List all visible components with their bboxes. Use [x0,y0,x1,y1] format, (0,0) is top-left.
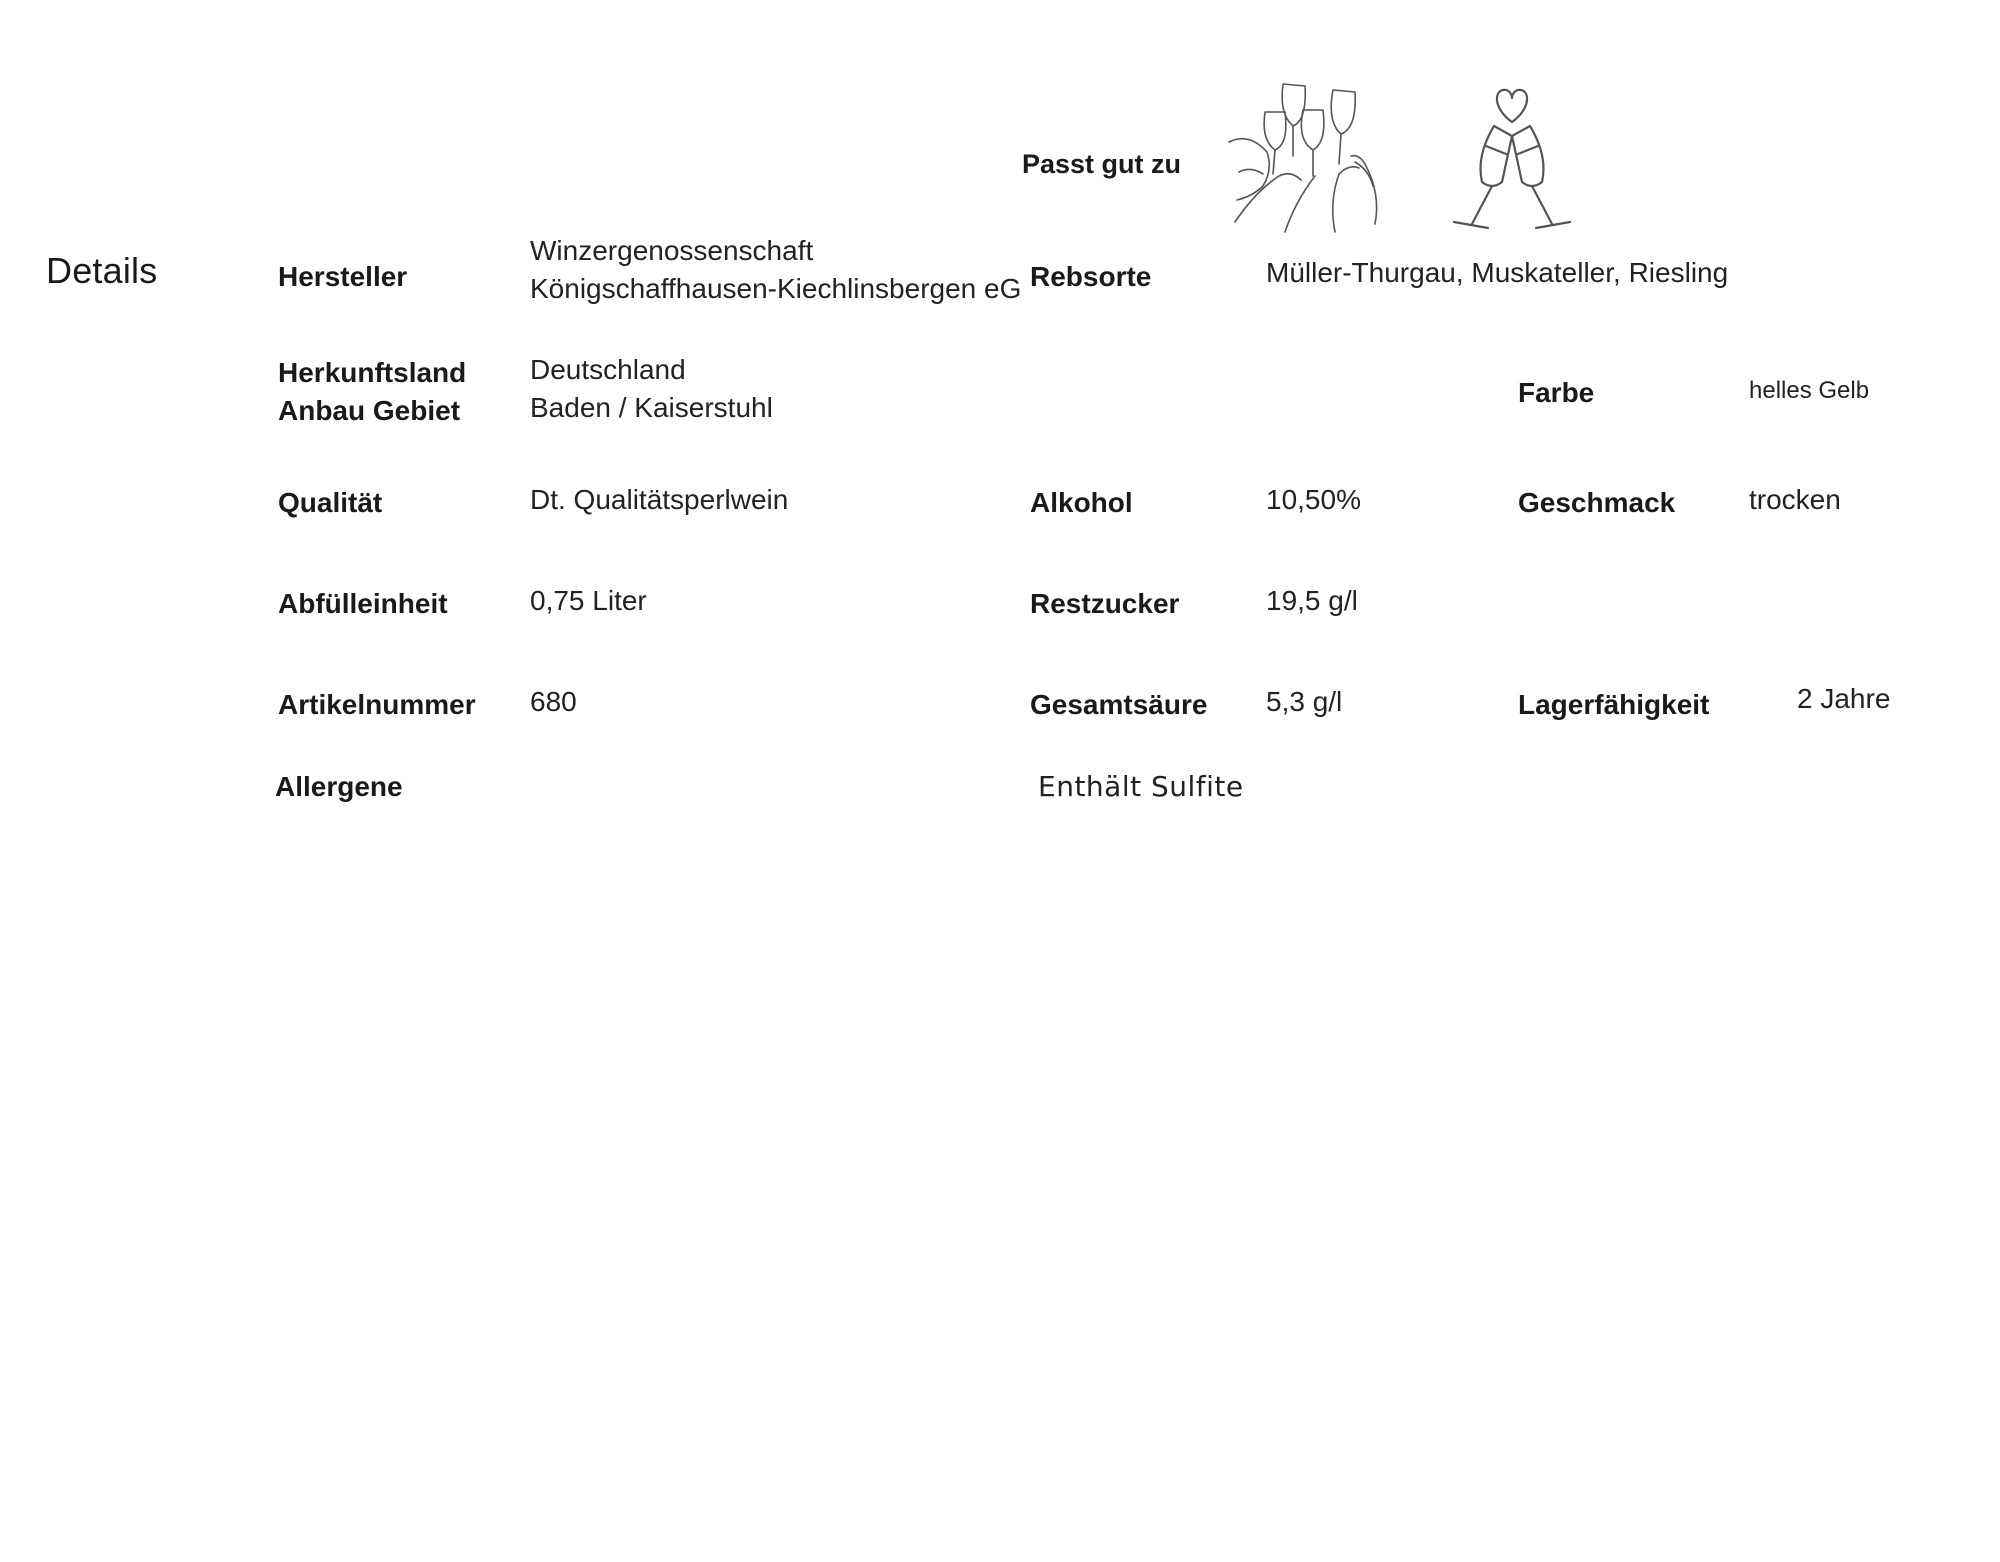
label-qualitaet: Qualität [278,487,383,518]
pairing-label: Passt gut zu [1022,149,1182,179]
label-restzucker: Restzucker [1030,588,1180,619]
value-lagerfaehigkeit: 2 Jahre [1797,683,1891,714]
label-allergene: Allergene [275,771,403,802]
value-hersteller-line2: Königschaffhausen-Kiechlinsbergen eG [530,273,1022,304]
champagne-heart-icon [1442,86,1582,231]
value-anbau-gebiet: Baden / Kaiserstuhl [530,392,773,423]
label-geschmack: Geschmack [1518,487,1676,518]
value-restzucker: 19,5 g/l [1266,585,1358,616]
value-farbe: helles Gelb [1749,377,1870,404]
value-allergene: Enthält Sulfite [1038,770,1244,803]
value-geschmack: trocken [1749,484,1841,515]
label-gesamtsaeure: Gesamtsäure [1030,689,1208,720]
toasting-glasses-icon [1225,72,1395,237]
label-lagerfaehigkeit: Lagerfähigkeit [1518,689,1710,720]
label-rebsorte: Rebsorte [1030,261,1152,292]
label-alkohol: Alkohol [1030,487,1133,518]
page-title: Details [46,250,158,291]
value-rebsorte: Müller-Thurgau, Muskateller, Riesling [1266,257,1729,288]
label-artikelnummer: Artikelnummer [278,689,476,720]
value-qualitaet: Dt. Qualitätsperlwein [530,484,789,515]
value-gesamtsaeure: 5,3 g/l [1266,686,1343,717]
label-herkunftsland: Herkunftsland [278,357,467,388]
value-abfuelleinheit: 0,75 Liter [530,585,647,616]
value-hersteller-line1: Winzergenossenschaft [530,235,814,266]
value-herkunftsland: Deutschland [530,354,686,385]
value-alkohol: 10,50% [1266,484,1361,515]
label-farbe: Farbe [1518,377,1595,408]
label-anbau-gebiet: Anbau Gebiet [278,395,461,426]
label-abfuelleinheit: Abfülleinheit [278,588,448,619]
label-hersteller: Hersteller [278,261,408,292]
value-artikelnummer: 680 [530,686,577,717]
